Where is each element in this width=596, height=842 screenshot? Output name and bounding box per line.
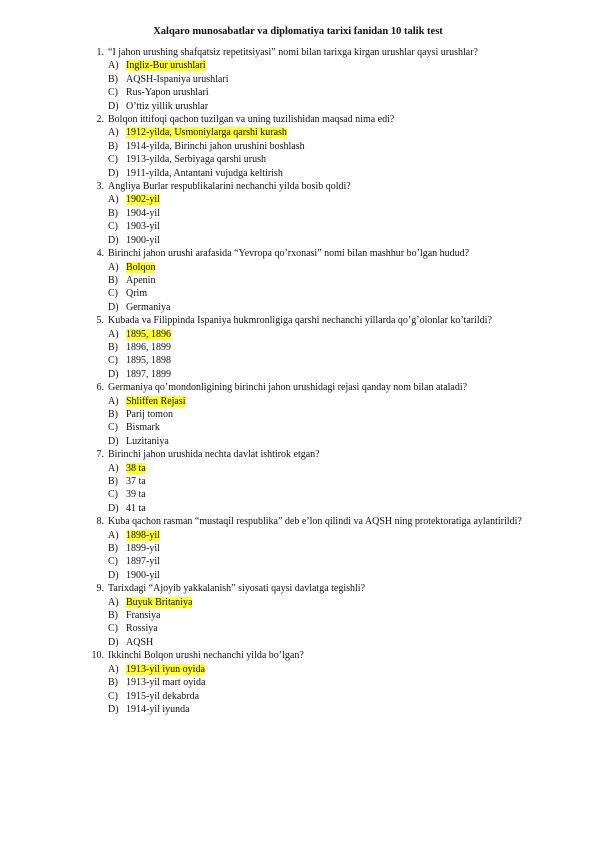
answer-option	[108, 193, 528, 206]
option-text: Qrim	[126, 288, 148, 300]
correct-answer-highlight: 1898-yil	[126, 529, 160, 541]
question-number: 7.	[96, 449, 104, 461]
question-text: “I jahon urushing shafqatsiz repetitsiyasi” nomi bilan tarixga kirgan urushlar qaysi urushlar?	[108, 47, 478, 58]
question-item	[88, 649, 528, 716]
option-letter: A)	[108, 328, 119, 340]
question-number: 5.	[96, 315, 104, 327]
option-text: 1899-yil	[126, 543, 160, 555]
option-text: 1904-yil	[126, 207, 160, 219]
option-letter: D)	[108, 502, 119, 514]
answer-option	[108, 207, 528, 220]
option-text: Bismark	[126, 422, 160, 434]
answer-option	[108, 542, 528, 555]
option-letter: C)	[108, 221, 118, 233]
answer-option	[108, 274, 528, 287]
option-letter: A)	[108, 194, 119, 206]
option-text: 1897, 1899	[126, 368, 171, 380]
option-text: Rossiya	[126, 623, 158, 635]
option-letter: D)	[108, 703, 119, 715]
option-letter: C)	[108, 87, 118, 99]
option-text: 1913-yilda, Serbiyaga qarshi urush	[126, 154, 266, 166]
option-letter: D)	[108, 636, 119, 648]
question-text: Birinchi jahon urushi arafasida “Yevropa qo’rxonasi” nomi bilan mashhur bo’lgan hudud?	[108, 248, 470, 260]
correct-answer-highlight: Bolqon	[126, 261, 156, 273]
option-text: 1903-yil	[126, 221, 160, 233]
option-text: 1914-yilda, Birinchi jahon urushini boshlash	[126, 140, 305, 152]
answer-option	[108, 73, 528, 86]
option-letter: C)	[108, 556, 118, 568]
answer-option	[108, 261, 528, 274]
correct-answer-highlight: 1895, 1896	[126, 328, 171, 340]
question-number: 4.	[96, 248, 104, 260]
option-text: AQSH	[126, 636, 154, 648]
answer-option	[108, 690, 528, 703]
option-letter: A)	[108, 395, 119, 407]
question-item	[88, 46, 528, 113]
correct-answer-highlight: 1902-yil	[126, 194, 160, 206]
option-text: Parij tomon	[126, 408, 173, 420]
option-text: Fransiya	[126, 610, 161, 622]
answer-option	[108, 488, 528, 501]
answer-option	[108, 529, 528, 542]
answer-option	[108, 609, 528, 622]
question-text: Kubada va Filippinda Ispaniya hukmronligiga qarshi nechanchi yillarda qo’g’olonlar ko’tarildi?	[108, 315, 492, 327]
answer-option	[108, 341, 528, 354]
answer-option	[108, 421, 528, 434]
answer-option	[108, 153, 528, 166]
question-item	[88, 381, 528, 448]
question-item	[88, 113, 528, 180]
option-text: 1911-yilda, Antantani vujudga keltirish	[126, 167, 283, 179]
question-text: Angliya Burlar respublikalarini nechanchi yilda bosib qoldi?	[108, 181, 351, 193]
option-text: Luzitaniya	[126, 435, 169, 447]
answer-options	[108, 126, 528, 180]
answer-option	[108, 636, 528, 649]
question-number: 2.	[96, 114, 104, 126]
option-letter: D)	[108, 301, 119, 313]
answer-option	[108, 475, 528, 488]
option-text: AQSH-Ispaniya urushlari	[126, 73, 229, 85]
answer-options	[108, 59, 528, 113]
option-letter: B)	[108, 408, 118, 420]
correct-answer-highlight: Ingliz-Bur urushlari	[126, 60, 206, 72]
answer-options	[108, 193, 528, 247]
answer-option	[108, 234, 528, 247]
answer-option	[108, 368, 528, 381]
answer-options	[108, 529, 528, 583]
option-text: 37 ta	[126, 476, 146, 487]
option-text: O’ttiz yillik urushlar	[126, 100, 209, 112]
question-number: 8.	[96, 516, 104, 528]
answer-option	[108, 622, 528, 635]
question-text: Tarixdagi “Ajoyib yakkalanish” siyosati qaysi davlatga tegishli?	[108, 583, 366, 595]
option-text: Germaniya	[126, 301, 171, 313]
question-item	[88, 247, 528, 314]
answer-options	[108, 395, 528, 449]
option-text: 1915-yil dekabrda	[126, 690, 200, 702]
answer-options	[108, 596, 528, 650]
option-letter: B)	[108, 677, 118, 689]
answer-option	[108, 555, 528, 568]
question-text: Ikkinchi Bolqon urushi nechanchi yilda bo’lgan?	[108, 650, 304, 662]
option-letter: A)	[108, 596, 119, 608]
answer-option	[108, 140, 528, 153]
option-letter: A)	[108, 60, 119, 72]
answer-option	[108, 502, 528, 515]
correct-answer-highlight: 38 ta	[126, 462, 146, 474]
option-text: Apenin	[126, 274, 156, 286]
option-letter: D)	[108, 167, 119, 179]
question-number: 1.	[96, 47, 104, 58]
answer-option	[108, 569, 528, 582]
question-text: Kuba qachon rasman “mustaqil respublika” deb e’lon qilindi va AQSH ning protektoratiga aylantirildi?	[108, 516, 522, 528]
option-letter: D)	[108, 100, 119, 112]
option-letter: B)	[108, 476, 118, 487]
question-text: Germaniya qo’mondonligining birinchi jahon urushidagi rejasi qanday nom bilan ataladi?	[108, 382, 468, 394]
option-text: 1895, 1898	[126, 355, 171, 367]
option-letter: B)	[108, 207, 118, 219]
option-letter: C)	[108, 623, 118, 635]
answer-option	[108, 395, 528, 408]
option-text: 1900-yil	[126, 569, 160, 581]
answer-option	[108, 354, 528, 367]
question-item	[88, 448, 528, 515]
answer-option	[108, 408, 528, 421]
option-text: 41 ta	[126, 502, 146, 514]
page-title: Xalqaro munosabatlar va diplomatiya tarixi fanidan 10 talik test	[153, 26, 443, 37]
option-letter: C)	[108, 288, 118, 300]
question-item	[88, 180, 528, 247]
option-letter: B)	[108, 543, 118, 555]
option-text: 1913-yil mart oyida	[126, 677, 206, 689]
question-item	[88, 515, 528, 582]
answer-options	[108, 261, 528, 315]
option-text: Rus-Yapon urushlari	[126, 87, 209, 99]
option-text: 1896, 1899	[126, 341, 171, 353]
answer-option	[108, 301, 528, 314]
option-letter: A)	[108, 261, 119, 273]
answer-option	[108, 59, 528, 72]
question-number: 3.	[96, 181, 104, 193]
option-letter: C)	[108, 422, 118, 434]
answer-option	[108, 462, 528, 475]
option-letter: B)	[108, 610, 118, 622]
option-text: 39 ta	[126, 489, 146, 501]
option-letter: B)	[108, 341, 118, 353]
question-number: 9.	[96, 583, 104, 595]
question-number: 6.	[96, 382, 104, 394]
option-letter: D)	[108, 368, 119, 380]
correct-answer-highlight: Shliffen Rejasi	[126, 395, 186, 407]
question-item	[88, 582, 528, 649]
answer-option	[108, 596, 528, 609]
correct-answer-highlight: 1913-yil iyun oyida	[126, 663, 205, 675]
answer-option	[108, 435, 528, 448]
answer-option	[108, 328, 528, 341]
answer-options	[108, 462, 528, 516]
option-letter: B)	[108, 274, 118, 286]
option-letter: B)	[108, 73, 118, 85]
option-letter: A)	[108, 462, 119, 474]
option-text: 1897-yil	[126, 556, 160, 568]
answer-option	[108, 167, 528, 180]
question-number: 10.	[91, 650, 104, 662]
answer-options	[108, 663, 528, 717]
correct-answer-highlight: Buyuk Britaniya	[126, 596, 193, 608]
option-letter: D)	[108, 435, 119, 447]
option-letter: B)	[108, 140, 118, 152]
option-text: 1900-yil	[126, 234, 160, 246]
option-letter: A)	[108, 663, 119, 675]
answer-option	[108, 86, 528, 99]
answer-option	[108, 663, 528, 676]
option-letter: D)	[108, 569, 119, 581]
option-letter: C)	[108, 154, 118, 166]
option-letter: D)	[108, 234, 119, 246]
question-list	[88, 46, 528, 716]
answer-option	[108, 126, 528, 139]
correct-answer-highlight: 1912-yilda, Usmoniylarga qarshi kurash	[126, 127, 287, 139]
option-letter: C)	[108, 690, 118, 702]
answer-options	[108, 328, 528, 382]
answer-option	[108, 100, 528, 113]
option-letter: A)	[108, 127, 119, 139]
option-text: 1914-yil iyunda	[126, 703, 190, 715]
answer-option	[108, 703, 528, 716]
question-text: Birinchi jahon urushida nechta davlat ishtirok etgan?	[108, 449, 320, 461]
option-letter: C)	[108, 355, 118, 367]
answer-option	[108, 676, 528, 689]
answer-option	[108, 287, 528, 300]
answer-option	[108, 220, 528, 233]
option-letter: C)	[108, 489, 118, 501]
option-letter: A)	[108, 529, 119, 541]
question-item	[88, 314, 528, 381]
question-text: Bolqon ittifoqi qachon tuzilgan va uning tuzilishidan maqsad nima edi?	[108, 114, 395, 126]
